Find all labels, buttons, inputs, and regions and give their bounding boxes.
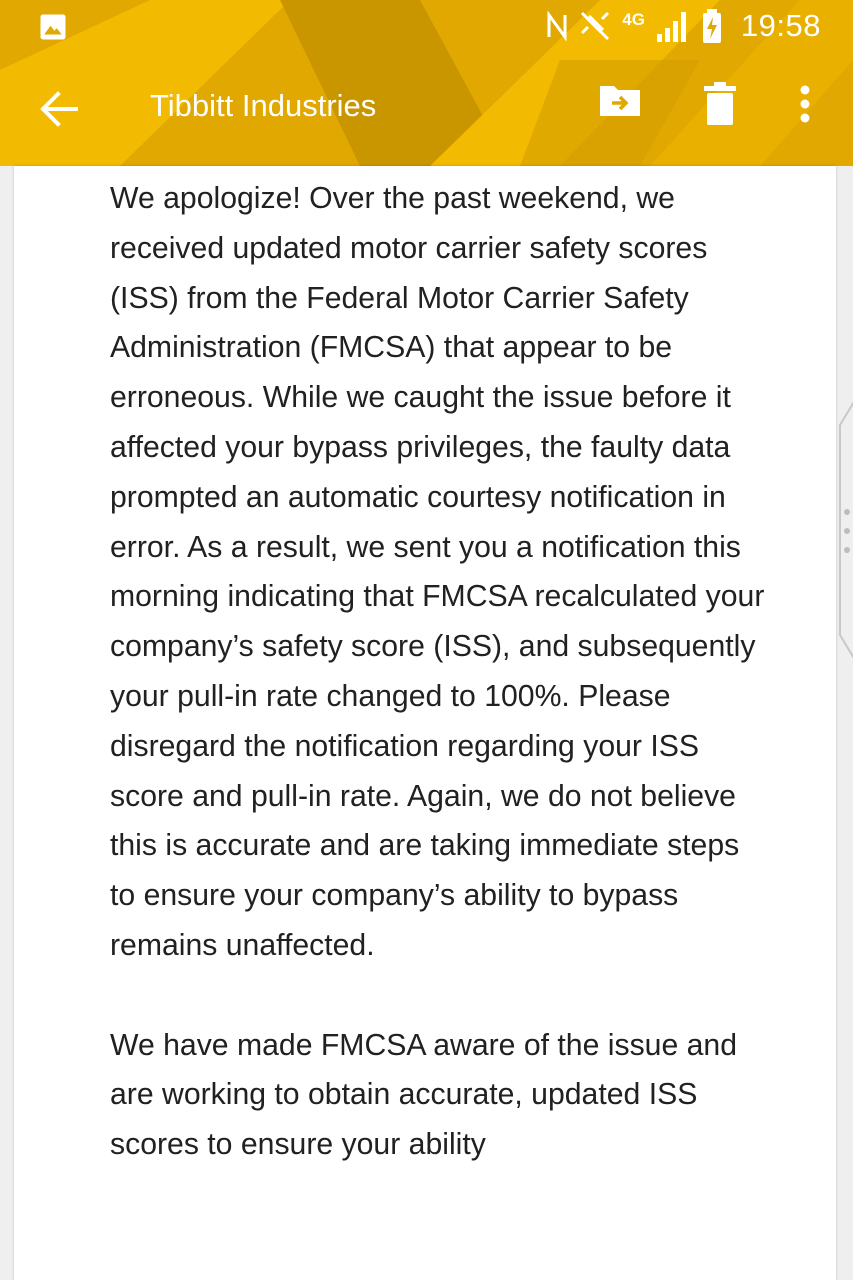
move-to-folder-button[interactable] bbox=[598, 82, 646, 134]
edge-panel-handle[interactable] bbox=[836, 395, 853, 665]
more-options-button[interactable] bbox=[790, 82, 820, 134]
trash-icon bbox=[704, 82, 736, 126]
more-vert-icon bbox=[790, 82, 820, 126]
page-title: Tibbitt Industries bbox=[150, 88, 377, 123]
status-clock: 19:58 bbox=[740, 8, 821, 43]
network-type-label: 4G bbox=[622, 10, 645, 29]
move-to-folder-icon bbox=[598, 82, 642, 118]
arrow-back-icon bbox=[43, 94, 76, 124]
app-bar bbox=[0, 0, 853, 166]
status-bar bbox=[0, 0, 853, 56]
signal-icon bbox=[655, 10, 691, 42]
email-paragraph: We have made FMCSA aware of the issue and are working to obtain accurate, updated ISS scores to ensure your ability bbox=[110, 1028, 737, 1162]
battery-charging-icon bbox=[701, 8, 723, 44]
delete-button[interactable] bbox=[704, 82, 752, 134]
email-paragraph: We apologize! Over the past weekend, we received updated motor carrier safety scores (ISS) from the Federal Motor Carrier Safety Administration (FMCSA) that appear to be erroneous. While we caught the issue before it affected your bypass privileges, the faulty data prompted an automatic courtesy notification in error. As a result, we sent you a notification this morning indicating that FMCSA recalculated your company’s safety score (ISS), and subsequently your pull-in rate changed to 100%. Please disregard the notification regarding your ISS score and pull-in rate. Again, we do not believe this is accurate and are taking immediate steps to ensure your company’s ability to bypass remains unaffected. bbox=[110, 182, 765, 962]
image-icon bbox=[38, 12, 68, 42]
vibrate-off-icon bbox=[578, 9, 612, 43]
email-body bbox=[110, 174, 770, 1220]
nfc-icon bbox=[546, 11, 568, 41]
toolbar bbox=[0, 56, 853, 166]
back-button[interactable] bbox=[36, 86, 82, 132]
